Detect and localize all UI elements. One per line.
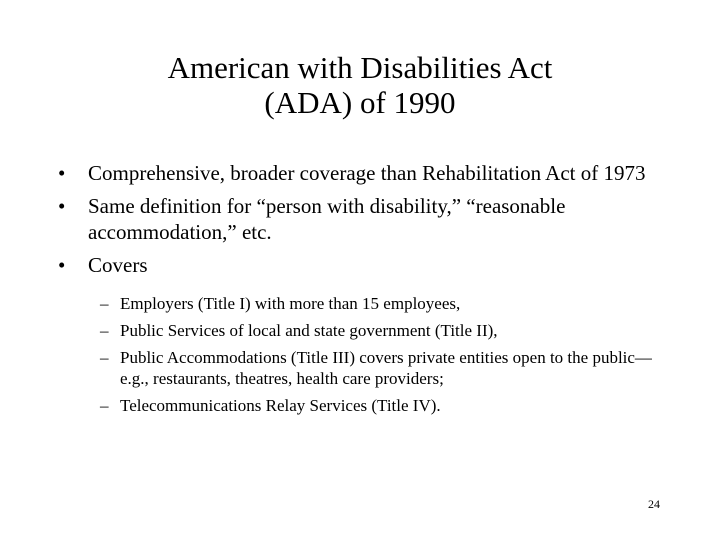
sub-item bbox=[100, 395, 668, 416]
sub-item bbox=[100, 320, 668, 341]
slide-body bbox=[58, 160, 668, 422]
sub-text: Telecommunications Relay Services (Title IV). bbox=[120, 396, 441, 415]
sub-marker: – bbox=[100, 294, 109, 313]
sub-text: Public Accommodations (Title III) covers private entities open to the public—e.g., restaurants, theatres, health care providers; bbox=[120, 348, 652, 388]
title-line-1: American with Disabilities Act bbox=[167, 50, 553, 85]
bullet-marker: • bbox=[58, 161, 66, 185]
bullet-text: Covers bbox=[88, 253, 148, 277]
sub-item bbox=[100, 347, 668, 389]
sub-marker: – bbox=[100, 348, 109, 367]
sub-list bbox=[58, 293, 668, 416]
slide-title bbox=[0, 50, 720, 120]
bullet-marker: • bbox=[58, 194, 66, 218]
page-number: 24 bbox=[648, 497, 660, 511]
bullet-marker: • bbox=[58, 253, 66, 277]
sub-text: Employers (Title I) with more than 15 employees, bbox=[120, 294, 461, 313]
sub-marker: – bbox=[100, 396, 109, 415]
bullet-text: Comprehensive, broader coverage than Rehabilitation Act of 1973 bbox=[88, 161, 646, 185]
bullet-text: Same definition for “person with disability,” “reasonable accommodation,” etc. bbox=[88, 194, 566, 244]
bullet-item bbox=[58, 193, 668, 245]
sub-marker: – bbox=[100, 321, 109, 340]
bullet-item bbox=[58, 252, 668, 278]
sub-text: Public Services of local and state government (Title II), bbox=[120, 321, 498, 340]
title-line-2: (ADA) of 1990 bbox=[264, 85, 456, 120]
bullet-item bbox=[58, 160, 668, 186]
sub-item bbox=[100, 293, 668, 314]
